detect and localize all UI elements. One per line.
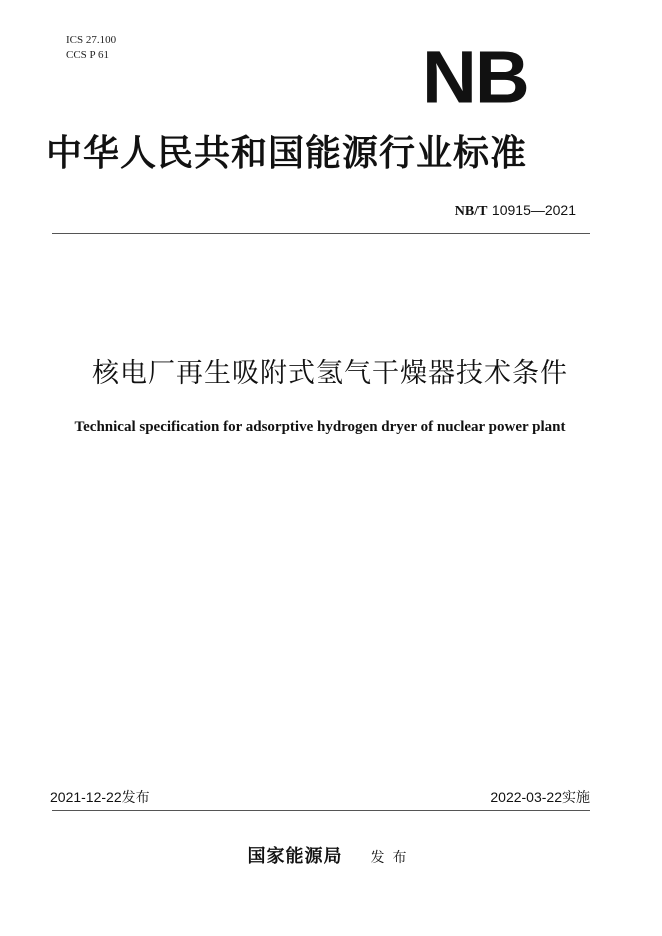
issuer-line — [0, 842, 662, 868]
ccs-code: CCS P 61 — [66, 49, 110, 61]
nb-logo: NB — [422, 35, 528, 120]
standard-number-value: 10915—2021 — [491, 202, 576, 218]
issuer-action: 发布 — [370, 850, 415, 866]
title-english: Technical specification for adsorptive hydrogen dryer of nuclear power plant — [74, 419, 566, 435]
standard-number-prefix: NB/T — [454, 204, 488, 219]
standard-number — [455, 201, 576, 221]
title-chinese: 核电厂再生吸附式氢气干燥器技术条件 — [92, 358, 568, 389]
classification-codes — [66, 33, 116, 63]
bottom-divider — [52, 810, 590, 811]
ics-code: ICS 27.100 — [66, 34, 117, 46]
organization-title: 中华人民共和国能源行业标准 — [46, 132, 528, 174]
implementation-date: 2022-03-22实施 — [490, 789, 590, 805]
issuer-organization: 国家能源局 — [247, 846, 343, 867]
top-divider — [52, 233, 590, 234]
publish-date: 2021-12-22发布 — [50, 789, 150, 805]
